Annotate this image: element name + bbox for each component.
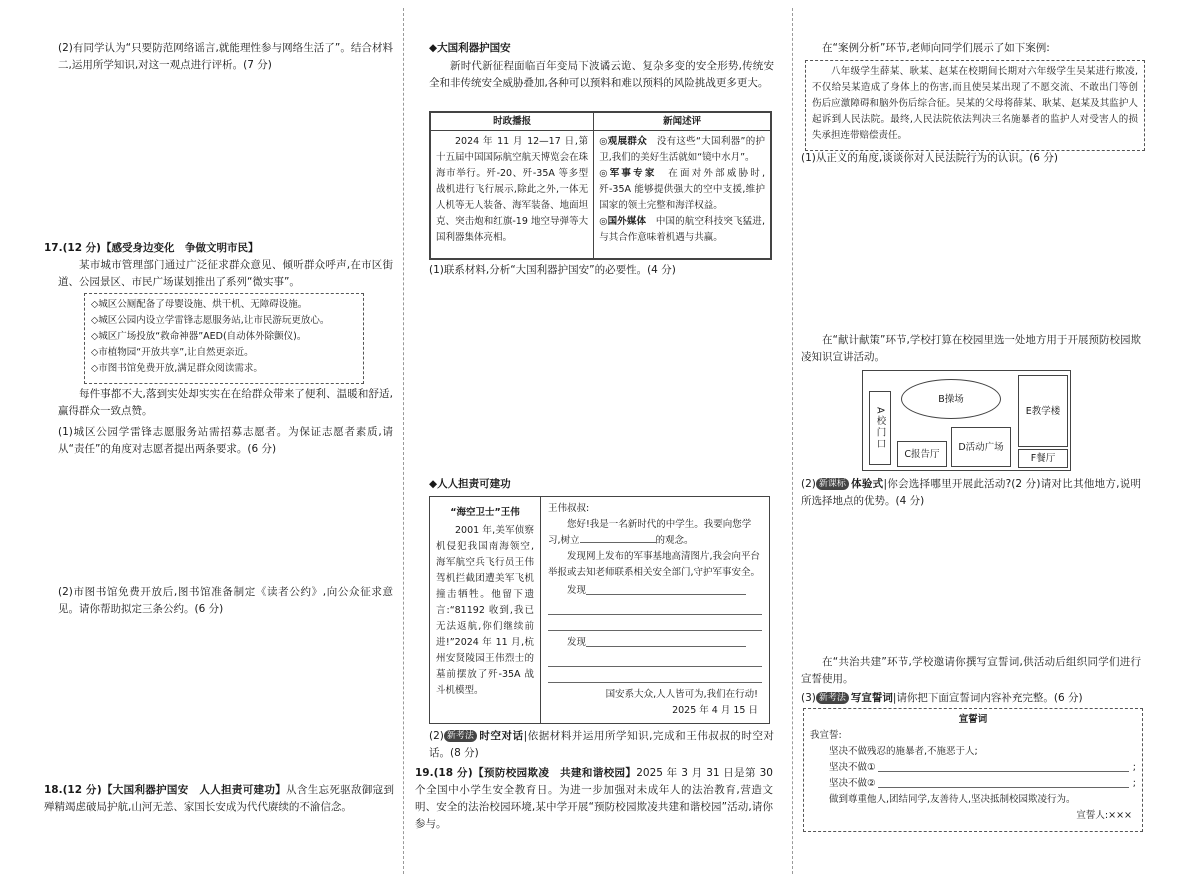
q18-part2: (2) 新考法 时空对话|依据材料并运用所学知识,完成和王伟叔叔的时空对话。(8 分) [429, 730, 774, 759]
q17-number: 17. [44, 242, 63, 254]
story-title: “海空卫士”王伟 [450, 507, 520, 518]
q19-part1: (1)从正义的角度,谈谈你对人民法院行为的认识。(6 分) [801, 152, 1058, 164]
column-divider [403, 8, 404, 874]
list-item: ◇城区广场投放“救命神器”AED(自动体外除颤仪)。 [91, 331, 307, 342]
map-playground-b[interactable]: B操场 [901, 379, 1001, 419]
q19-number: 19. [415, 767, 434, 779]
q18-number: 18. [44, 784, 63, 796]
q17-part1: (1)城区公园学雷锋志愿服务站需招募志愿者。为保证志愿者素质,请从“责任”的角度对志愿者提出两条要求。(6 分) [58, 426, 393, 455]
column-middle [405, 0, 790, 882]
letter-panel: 王伟叔叔: 您好!我是一名新时代的中学生。我要向您学习,树立 的观念。 发现网上发布的军事基地高清图片,我会向平台举报或去知老师联系相关安全部门,守护军事安全。 发现 发现 国安系大众,人人皆可为,我们在行动! 2025 年 4 月 15 日 [548, 501, 762, 719]
oath-signature: 宣誓人:××× [1076, 810, 1132, 821]
column-divider [792, 8, 793, 874]
oath-line: 坚决不做残忍的施暴者,不施恶于人; [829, 746, 978, 757]
q18-heading [44, 782, 394, 816]
case-box [805, 60, 1145, 151]
q19-part2: (2) 新课标 体验式|你会选择哪里开展此活动?(2 分)请对比其他地方,说明所选择地点的优势。(4 分) [801, 478, 1141, 507]
section-title-national-security: ◆大国利器护国安 [429, 42, 511, 54]
new-standard-badge: 新课标 [816, 478, 849, 490]
case-intro: 在“案例分析”环节,老师向同学们展示了如下案例: [822, 42, 1050, 54]
blank-line[interactable] [548, 651, 762, 667]
blank-line[interactable] [878, 776, 1129, 788]
section-title-responsibility: ◆人人担责可建功 [429, 478, 511, 490]
letter-paragraph: 发现网上发布的军事基地高清图片,我会向平台举报或去知老师联系相关安全部门,守护军事安全。 [548, 551, 761, 578]
blank-line[interactable] [548, 615, 762, 631]
news-table [429, 111, 772, 260]
oath-line: 做到尊重他人,团结同学,友善待人,坚决抵制校园欺凌行为。 [829, 794, 1076, 805]
q18-part1: (1)联系材料,分析“大国利器护国安”的必要性。(4 分) [429, 264, 676, 276]
q17-summary: 每件事都不大,落到实处却实实在在给群众带来了便利、温暖和舒适,赢得群众一致点赞。 [58, 388, 393, 417]
q19-part3: (3) 新考法 写宣誓词|请你把下面宣誓词内容补充完整。(6 分) [801, 692, 1083, 704]
q19-part3-tag: 写宣誓词 [850, 692, 893, 704]
q17-title: (12 分)【感受身边变化 争做文明市民】 [62, 242, 259, 254]
case-text: 八年级学生薛某、耿某、赵某在校期间长期对六年级学生吴某进行欺凌,不仅给吴某造成了身体上的伤害,而且使吴某出现了不愿交流、不敢出门等创伤后应激障碍和脑外伤后综合征。吴某的父母将薛某、耿某、赵某及其监护人起诉到人民法院。最终,人民法院依法判决三名施暴者的监护人对受害人的损失承担连带赔偿责任。 [812, 66, 1138, 141]
column-left [0, 0, 400, 882]
letter-date: 2025 年 4 月 15 日 [672, 705, 758, 716]
letter-box [429, 496, 770, 724]
list-item: ◇市图书馆免费开放,满足群众阅读需求。 [91, 363, 263, 374]
column-right [795, 0, 1195, 882]
q18-intro: 从含生忘死驱敌御寇到殚精竭虑破局护航,山河无恙、家国长安成为代代赓续的不渝信念。 [44, 784, 394, 813]
table-cell: ◎观展群众 没有这些“大国利器”的护卫,我们的美好生活就如“镜中水月”。 ◎军事专家 在面对外部威胁时,歼-35A 能够提供强大的空中支援,维护国家的领土完整和海洋权益。 ◎国外媒体 中国的航空科技突飞猛进,与其合作意味着机遇与共赢。 [594, 131, 771, 259]
story-panel [430, 497, 541, 723]
oath-box: 宣誓词 我宣誓: 坚决不做残忍的施暴者,不施恶于人; 坚决不做① ; 坚决不做② ; 做到尊重他人,团结同学,友善待人,坚决抵制校园欺凌行为。 宣誓人:××× [803, 708, 1143, 832]
letter-closing: 国安系大众,人人皆可为,我们在行动! [605, 689, 758, 700]
q19-heading [415, 765, 773, 833]
q17-intro: 某市城市管理部门通过广泛征求群众意见、倾听群众呼声,在市区街道、公园景区、市民广场谋划推出了系列“微实事”。 [58, 259, 393, 288]
q17-measures-box [84, 293, 364, 384]
q19-title: (18 分)【预防校园欺凌 共建和谐校园】 [433, 767, 637, 779]
blank-line[interactable] [878, 760, 1129, 772]
campus-map [862, 370, 1071, 471]
q18-part2-tag: 时空对话 [478, 730, 524, 742]
oath-line: 我宣誓: [810, 730, 842, 741]
map-square-d[interactable]: D活动广场 [951, 427, 1011, 467]
blank-line[interactable] [580, 542, 656, 543]
table-cell: 2024 年 11 月 12—17 日,第十五届中国国际航空航天博览会在珠海市举行。歼-20、歼-35A 等多型战机进行飞行展示,除此之外,一体无人机等无人装备、海军装备、地面坦克、突击炮和红旗-19 地空导弹等大国利器集体亮相。 [431, 131, 594, 259]
list-item: ◇城区公厕配备了母婴设施、烘干机、无障碍设施。 [91, 299, 308, 310]
table-header: 时政播报 [431, 113, 594, 131]
q17-part2: (2)市图书馆免费开放后,图书馆准备制定《读者公约》,向公众征求意见。请你帮助拟定三条公约。(6 分) [58, 586, 393, 615]
blank-line[interactable] [586, 646, 746, 647]
blank-line[interactable] [586, 594, 746, 595]
list-item: ◇市植物园“开放共享”,让自然更亲近。 [91, 347, 254, 358]
new-method-badge: 新考法 [444, 730, 477, 742]
map-canteen-f[interactable]: F餐厅 [1018, 449, 1068, 468]
list-item: ◇城区公园内设立学雷锋志愿服务站,让市民游玩更放心。 [91, 315, 330, 326]
q16-part2: (2)有同学认为“只要防范网络谣言,就能理性参与网络生活了”。结合材料二,运用所学知识,对这一观点进行评析。(7 分) [58, 42, 393, 71]
section-intro: 新时代新征程面临百年变局下波谲云诡、复杂多变的安全形势,传统安全和非传统安全威胁叠加,各种可以预料和难以预料的风险挑战更多更大。 [429, 60, 774, 89]
map-building-e[interactable]: E教学楼 [1018, 375, 1068, 447]
plan-intro: 在“献计献策”环节,学校打算在校园里选一处地方用于开展预防校园欺凌知识宣讲活动。 [801, 334, 1141, 363]
blank-line[interactable] [548, 667, 762, 683]
q17-heading [44, 240, 394, 257]
letter-salute: 王伟叔叔: [548, 503, 590, 514]
oath-title: 宣誓词 [958, 714, 988, 725]
q19-intro: 2025 年 3 月 31 日是第 30 个全国中小学生安全教育日。为进一步加强对未成年人的法治教育,营造文明、安全的法治校园环境,某中学开展“预防校园欺凌共建和谐校园”活动,请你参与。 [415, 767, 773, 830]
new-method-badge: 新考法 [816, 692, 849, 704]
blank-line[interactable] [548, 599, 762, 615]
oath-line: 坚决不做① [829, 762, 876, 773]
map-gate-a[interactable]: A校门口 [869, 391, 891, 465]
oath-line: 坚决不做② [829, 778, 876, 789]
map-hall-c[interactable]: C报告厅 [897, 441, 947, 467]
story-text: 2001 年,美军侦察机侵犯我国南海领空,海军航空兵飞行员王伟驾机拦截团遭美军飞机撞击牺牲。他留下遗言:“81192 收到,我已无法返航,你们继续前进!”2024 年 11 月,杭州安贤陵园王伟烈士的墓前摆放了歼-35A 战斗机模型。 [436, 525, 534, 696]
q18-title: (12 分)【大国利器护国安 人人担责可建功】 [62, 784, 287, 796]
oath-intro: 在“共治共建”环节,学校邀请你撰写宣誓词,供活动后组织同学们进行宣誓使用。 [801, 656, 1141, 685]
table-header: 新闻述评 [594, 113, 771, 131]
q19-part2-tag: 体验式 [850, 478, 884, 490]
